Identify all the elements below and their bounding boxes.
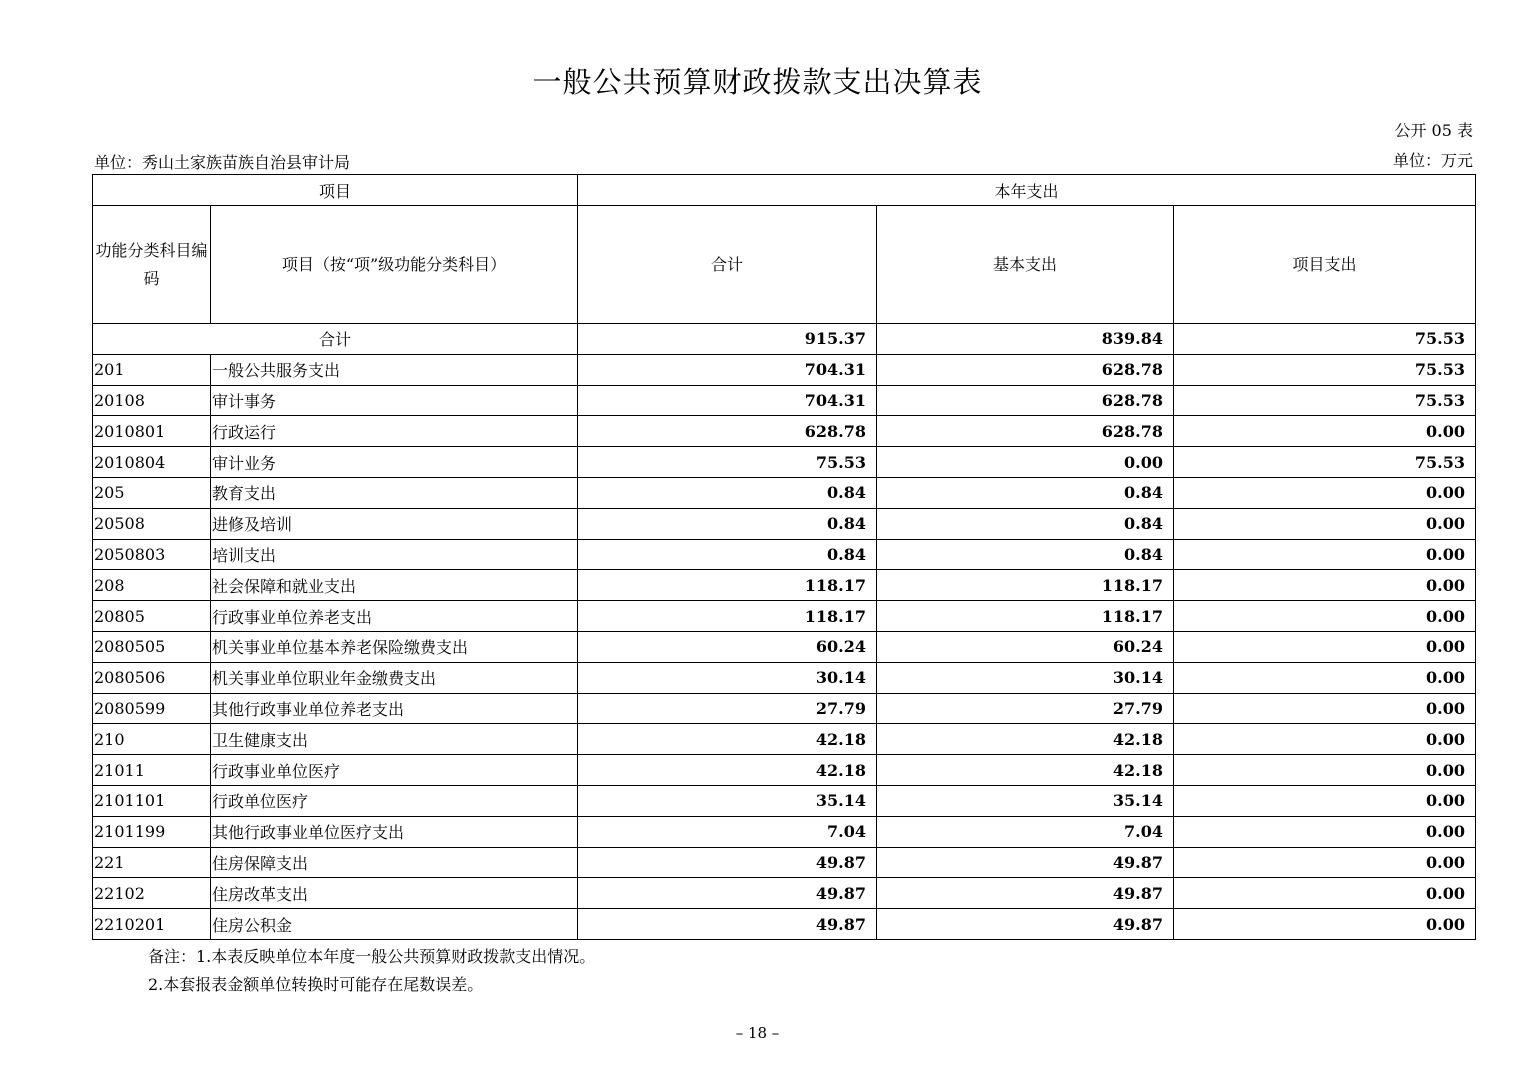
row-total: 27.79 (578, 693, 877, 724)
row-project: 0.00 (1174, 878, 1476, 909)
row-basic: 49.87 (877, 847, 1174, 878)
row-name: 其他行政事业单位养老支出 (211, 693, 578, 724)
row-code: 205 (93, 477, 211, 508)
row-total: 42.18 (578, 755, 877, 786)
table-row (93, 662, 1476, 693)
row-total: 49.87 (578, 847, 877, 878)
row-name: 住房改革支出 (211, 878, 578, 909)
row-total: 60.24 (578, 631, 877, 662)
total-basic: 839.84 (877, 324, 1174, 355)
header-name: 项目（按“项”级功能分类科目） (211, 206, 578, 324)
row-total: 49.87 (578, 909, 877, 940)
row-total: 0.84 (578, 477, 877, 508)
total-project: 75.53 (1174, 324, 1476, 355)
row-name: 机关事业单位职业年金缴费支出 (211, 662, 578, 693)
header-year-expense: 本年支出 (578, 175, 1476, 206)
table-row (93, 447, 1476, 478)
row-basic: 49.87 (877, 878, 1174, 909)
header-project: 项目支出 (1174, 206, 1476, 324)
row-name: 卫生健康支出 (211, 724, 578, 755)
row-name: 行政运行 (211, 416, 578, 447)
row-name: 审计业务 (211, 447, 578, 478)
row-code: 21011 (93, 755, 211, 786)
row-project: 0.00 (1174, 693, 1476, 724)
row-total: 628.78 (578, 416, 877, 447)
row-project: 0.00 (1174, 508, 1476, 539)
row-name: 一般公共服务支出 (211, 354, 578, 385)
table-row (93, 909, 1476, 940)
row-code: 210 (93, 724, 211, 755)
row-code: 2101101 (93, 785, 211, 816)
row-basic: 0.84 (877, 508, 1174, 539)
header-total: 合计 (578, 206, 877, 324)
table-row (93, 847, 1476, 878)
page-number: – 18 – (735, 1024, 780, 1042)
row-project: 75.53 (1174, 354, 1476, 385)
total-row (93, 324, 1476, 355)
table-row (93, 570, 1476, 601)
row-total: 0.84 (578, 539, 877, 570)
table-row (93, 601, 1476, 632)
row-project: 0.00 (1174, 601, 1476, 632)
row-code: 208 (93, 570, 211, 601)
row-code: 20508 (93, 508, 211, 539)
row-basic: 0.00 (877, 447, 1174, 478)
row-code: 201 (93, 354, 211, 385)
row-name: 机关事业单位基本养老保险缴费支出 (211, 631, 578, 662)
notes (148, 943, 595, 999)
row-code: 22102 (93, 878, 211, 909)
reporting-unit: 单位：秀山土家族苗族自治县审计局 (94, 153, 351, 172)
row-basic: 42.18 (877, 755, 1174, 786)
table-row (93, 755, 1476, 786)
row-code: 2101199 (93, 816, 211, 847)
row-project: 0.00 (1174, 477, 1476, 508)
row-project: 75.53 (1174, 447, 1476, 478)
row-code: 2010801 (93, 416, 211, 447)
table-row (93, 354, 1476, 385)
row-project: 0.00 (1174, 816, 1476, 847)
row-basic: 27.79 (877, 693, 1174, 724)
row-basic: 628.78 (877, 385, 1174, 416)
row-basic: 118.17 (877, 601, 1174, 632)
row-basic: 35.14 (877, 785, 1174, 816)
row-total: 75.53 (578, 447, 877, 478)
row-code: 2080506 (93, 662, 211, 693)
row-total: 30.14 (578, 662, 877, 693)
table-row (93, 816, 1476, 847)
table-row (93, 724, 1476, 755)
row-basic: 0.84 (877, 539, 1174, 570)
row-project: 0.00 (1174, 909, 1476, 940)
total-label: 合计 (93, 324, 578, 355)
header-code: 功能分类科目编码 (93, 206, 211, 324)
row-project: 0.00 (1174, 755, 1476, 786)
row-project: 0.00 (1174, 785, 1476, 816)
row-code: 2080599 (93, 693, 211, 724)
row-name: 行政事业单位医疗 (211, 755, 578, 786)
row-basic: 60.24 (877, 631, 1174, 662)
row-total: 704.31 (578, 354, 877, 385)
row-code: 2210201 (93, 909, 211, 940)
table-row (93, 416, 1476, 447)
row-basic: 49.87 (877, 909, 1174, 940)
table-row (93, 539, 1476, 570)
row-project: 0.00 (1174, 847, 1476, 878)
row-name: 住房公积金 (211, 909, 578, 940)
table-row (93, 508, 1476, 539)
row-project: 0.00 (1174, 570, 1476, 601)
row-name: 行政事业单位养老支出 (211, 601, 578, 632)
row-basic: 0.84 (877, 477, 1174, 508)
table-row (93, 693, 1476, 724)
form-number: 公开 05 表 (1394, 121, 1473, 140)
table-row (93, 878, 1476, 909)
row-name: 行政单位医疗 (211, 785, 578, 816)
row-basic: 628.78 (877, 416, 1174, 447)
row-basic: 628.78 (877, 354, 1174, 385)
row-total: 704.31 (578, 385, 877, 416)
table-row (93, 631, 1476, 662)
row-name: 教育支出 (211, 477, 578, 508)
total-sum: 915.37 (578, 324, 877, 355)
row-name: 其他行政事业单位医疗支出 (211, 816, 578, 847)
note-1: 备注：1.本表反映单位本年度一般公共预算财政拨款支出情况。 (148, 947, 596, 966)
row-code: 221 (93, 847, 211, 878)
row-name: 社会保障和就业支出 (211, 570, 578, 601)
expenditure-table (92, 174, 1476, 940)
row-basic: 30.14 (877, 662, 1174, 693)
row-basic: 7.04 (877, 816, 1174, 847)
row-project: 75.53 (1174, 385, 1476, 416)
row-name: 进修及培训 (211, 508, 578, 539)
row-code: 20108 (93, 385, 211, 416)
row-name: 审计事务 (211, 385, 578, 416)
row-project: 0.00 (1174, 631, 1476, 662)
row-project: 0.00 (1174, 724, 1476, 755)
row-total: 118.17 (578, 601, 877, 632)
row-name: 培训支出 (211, 539, 578, 570)
row-code: 2080505 (93, 631, 211, 662)
row-project: 0.00 (1174, 539, 1476, 570)
row-basic: 42.18 (877, 724, 1174, 755)
table-row (93, 785, 1476, 816)
table-row (93, 385, 1476, 416)
note-2: 2.本套报表金额单位转换时可能存在尾数误差。 (148, 975, 484, 994)
row-total: 118.17 (578, 570, 877, 601)
page-title: 一般公共预算财政拨款支出决算表 (532, 65, 983, 99)
row-code: 20805 (93, 601, 211, 632)
row-total: 7.04 (578, 816, 877, 847)
table-row (93, 477, 1476, 508)
row-total: 42.18 (578, 724, 877, 755)
row-basic: 118.17 (877, 570, 1174, 601)
row-code: 2050803 (93, 539, 211, 570)
header-item-group: 项目 (93, 175, 578, 206)
row-name: 住房保障支出 (211, 847, 578, 878)
currency-unit: 单位：万元 (1392, 151, 1473, 170)
row-project: 0.00 (1174, 416, 1476, 447)
header-basic: 基本支出 (877, 206, 1174, 324)
row-code: 2010804 (93, 447, 211, 478)
row-total: 0.84 (578, 508, 877, 539)
row-total: 35.14 (578, 785, 877, 816)
row-total: 49.87 (578, 878, 877, 909)
row-project: 0.00 (1174, 662, 1476, 693)
